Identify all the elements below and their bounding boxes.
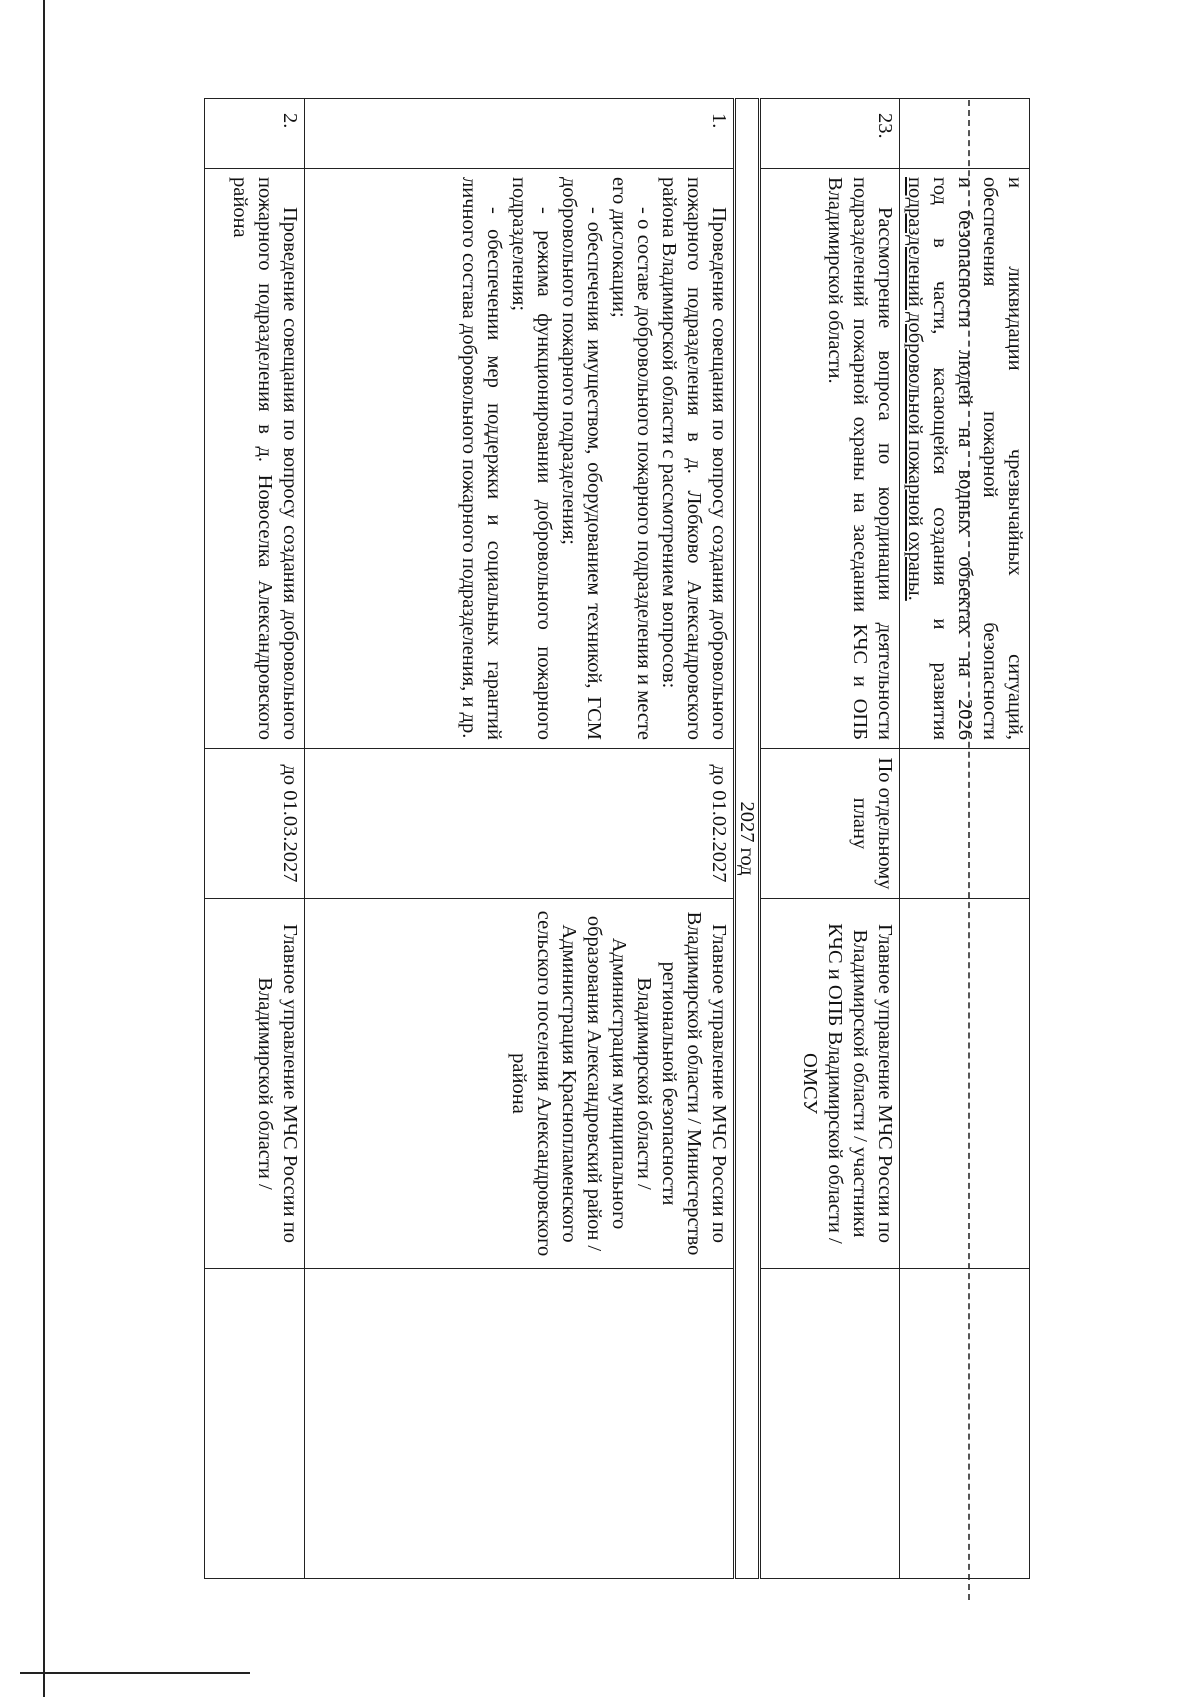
row-text [205,169,305,749]
bullet-item: - режима функционировании добровольного пожарного подразделения; [508,177,555,740]
row-text [900,169,1030,749]
row-deadline: По отдельному плану [760,749,900,899]
row-note [900,1269,1030,1579]
row-responsible: Главное управление МЧС России по Владимирской области / участники КЧС и ОПБ Владимирской области / ОМСУ [760,899,900,1269]
row-number [900,99,1030,169]
table-row [900,99,1030,1579]
row-number: 2. [205,99,305,169]
row-deadline [900,749,1030,899]
scan-border-bottom [20,1672,250,1674]
year-header-row [735,99,760,1579]
bullet-item: - о составе добровольного пожарного подразделения и месте его дислокации; [608,177,655,740]
text-line: и безопасности людей на водных объектах на 2026 [954,177,976,740]
text-line: и ликвидации чрезвычайных ситуаций, [1004,177,1026,740]
row-note [205,1269,305,1579]
table-row [760,99,900,1579]
text-line: год в части, касающейся создания и развития [929,177,951,740]
row-text-content: Рассмотрение вопроса по координации деятельности подразделений пожарной охраны на заседании КЧС и ОПБ Владимирской области. [824,177,896,740]
row-text [760,169,900,749]
row-responsible: Главное управление МЧС России по Владимирской области / Министерство региональной безопасности Владимирской области / Администрация муниципального образования Александровский район / Администрация Краснопламенского сельского поселения Александровского района [305,899,735,1269]
bullet-item: - обеспечения имуществом, оборудованием техникой, ГСМ добровольного пожарного подразделения; [558,177,605,740]
row-text-content: Проведение совещания по вопросу создания добровольного пожарного подразделения в д. Новоселка Александровского района [229,177,301,740]
row-note [760,1269,900,1579]
row-deadline: до 01.03.2027 [205,749,305,899]
table-row [205,99,305,1579]
year-header: 2027 год [735,99,760,1579]
row-text [305,169,735,749]
row-text-content: Проведение совещания по вопросу создания добровольного пожарного подразделения в д. Лобково Александровского района Владимирской области с рассмотрением вопросов: [658,177,730,740]
row-note [305,1269,735,1579]
row-responsible [900,899,1030,1269]
row-number: 1. [305,99,735,169]
row-deadline: до 01.02.2027 [305,749,735,899]
text-line: подразделений добровольной пожарной охраны. [904,177,926,601]
rotated-document-page [0,98,1030,1578]
table-row [305,99,735,1579]
plan-table [204,98,1030,1579]
text-line: обеспечения пожарной безопасности [979,177,1001,740]
row-responsible: Главное управление МЧС России по Владимирской области / [205,899,305,1269]
row-number: 23. [760,99,900,169]
bullet-item: - обеспечении мер поддержки и социальных гарантий личного состава добровольного пожарного подразделения, и др. [458,177,505,740]
